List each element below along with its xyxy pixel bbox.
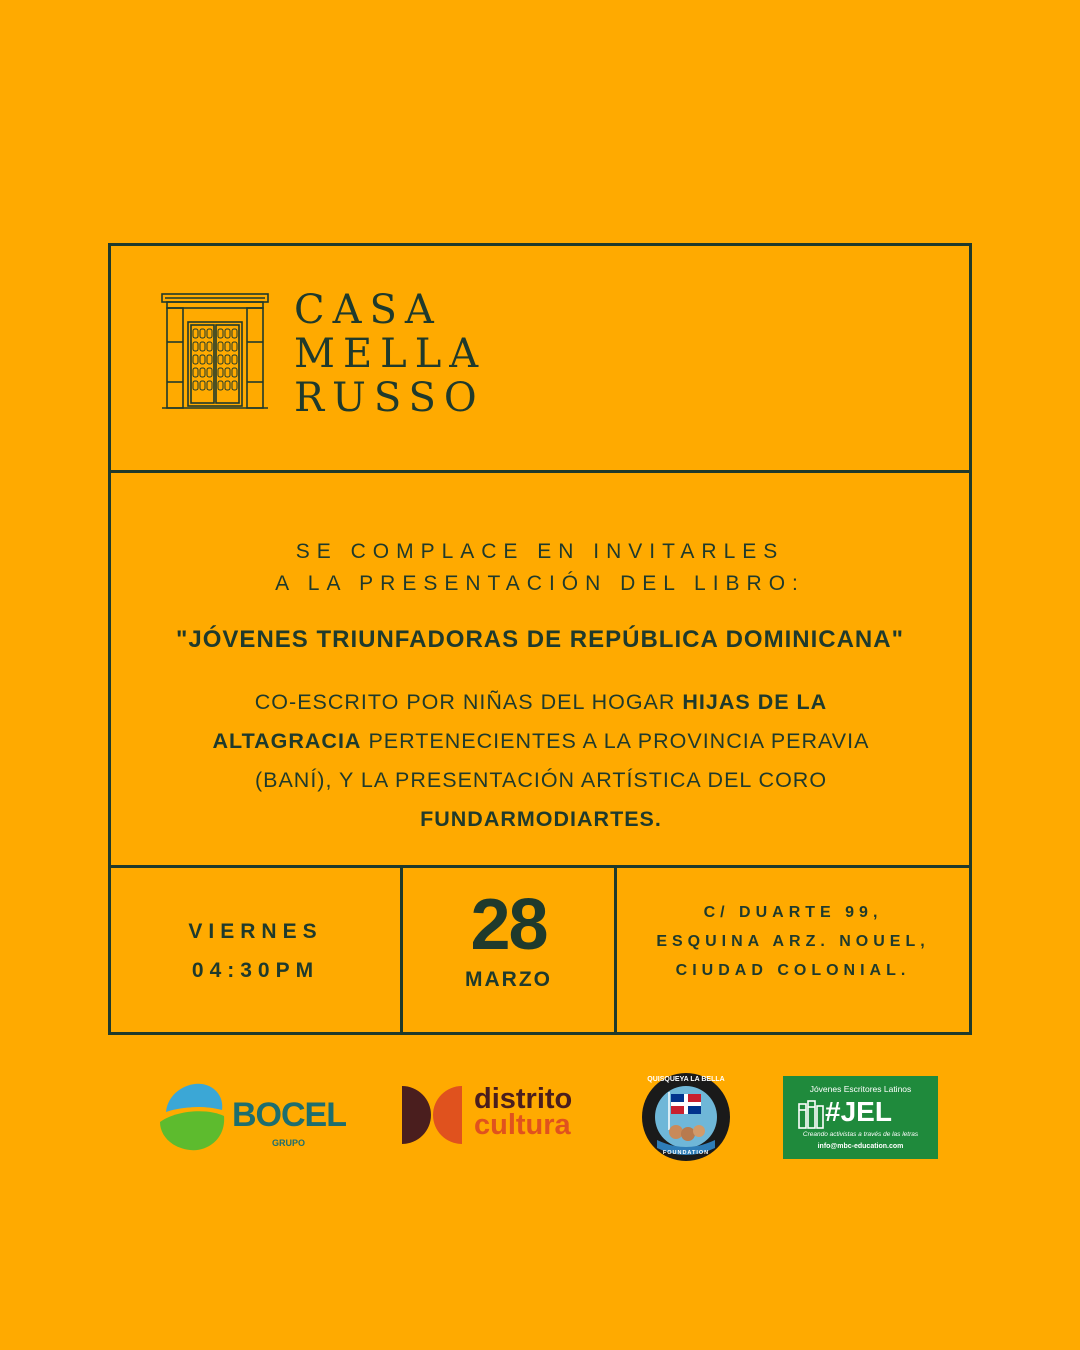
bocel-drop-icon [158,1076,230,1156]
cultura-word: cultura [474,1109,571,1141]
invitation-body [111,473,969,868]
jel-logo [783,1076,938,1159]
event-month: MARZO [465,968,552,991]
bocel-sub: GRUPO [272,1138,306,1148]
event-date-number: 28 [470,885,547,965]
invitation-frame [108,243,972,1035]
invitation-text [111,536,969,600]
jel-hashtag: #JEL [825,1096,892,1127]
desc-highlight-choir: FUNDARMODIARTES. [420,807,662,831]
desc-highlight-home: HIJAS DE LA ALTAGRACIA [212,690,828,753]
event-address-cell [617,868,969,1032]
header-section [111,246,969,473]
quisqueya-top-text: QUISQUEYA LA BELLA [647,1076,725,1083]
event-time: 04:30PM [191,959,320,982]
door-logo-icon [161,292,269,410]
jel-top-text: Jóvenes Escritores Latinos [809,1084,912,1094]
distrito-cultura-logo [402,1082,602,1152]
invitation-line: SE COMPLACE EN INVITARLES [295,540,785,563]
brand-line: MELLA [294,331,487,377]
quisqueya-bottom-text: FOUNDATION [662,1150,710,1156]
distrito-cultura-mark-icon [402,1084,464,1146]
quisqueya-badge-icon [641,1072,731,1162]
book-title: "JÓVENES TRIUNFADORAS DE REPÚBLICA DOMINICANA" [176,626,904,653]
jel-slogan: Creando activistas a través de las letras [802,1131,919,1138]
address-line: C/ DUARTE 99, [703,904,883,921]
address-line: ESQUINA ARZ. NOUEL, [656,933,930,950]
desc-text: PERTENECIENTES A LA PROVINCIA PERAVIA (BANÍ), Y LA PRESENTACIÓN ARTÍSTICA DEL CORO [254,729,870,792]
desc-text: CO-ESCRITO POR NIÑAS DEL HOGAR [254,690,683,714]
distrito-word: distrito [474,1083,573,1115]
event-day: VIERNES [188,920,323,943]
invitation-line: A LA PRESENTACIÓN DEL LIBRO: [275,572,805,595]
brand-line: RUSSO [294,375,485,421]
event-date-cell [403,868,617,1032]
book-description [191,683,891,839]
brand-line: CASA [294,287,442,333]
bocel-logo [158,1076,358,1156]
books-icon [797,1098,825,1130]
address-line: CIUDAD COLONIAL. [675,962,911,979]
distrito-cultura-text [474,1083,573,1141]
bocel-name: BOCEL [232,1096,346,1134]
event-day-cell [111,868,403,1032]
quisqueya-la-bella-logo [641,1072,731,1162]
event-info [111,868,969,1032]
sponsor-logos [0,1070,1080,1170]
brand-name [294,288,486,420]
jel-email: info@mbc-education.com [817,1143,904,1150]
